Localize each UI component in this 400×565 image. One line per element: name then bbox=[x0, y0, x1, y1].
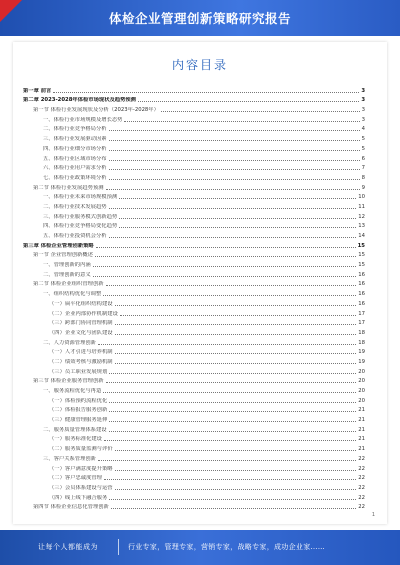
toc-entry-title: 四、体检行业竞争格局变化趋势 bbox=[43, 223, 118, 230]
header-banner bbox=[0, 0, 400, 36]
toc-leader-dots bbox=[53, 91, 359, 93]
toc-entry-title: 第一节 体检行业发展现状及分析（2023年-2028年） bbox=[33, 107, 159, 114]
toc-entry-page: 20 bbox=[358, 388, 365, 394]
toc-entry-page: 3 bbox=[361, 87, 365, 94]
toc-entry[interactable] bbox=[23, 191, 365, 201]
toc-entry-title: 一、体检行业未来市场规模预测 bbox=[43, 194, 118, 201]
toc-entry[interactable] bbox=[23, 132, 365, 142]
toc-entry-page: 16 bbox=[358, 281, 365, 288]
report-title: 体检企业管理创新策略研究报告 bbox=[108, 11, 291, 26]
toc-entry[interactable] bbox=[23, 326, 365, 336]
toc-entry-title: （四）线上线下融合服务 bbox=[49, 494, 108, 501]
toc-entry[interactable] bbox=[23, 442, 365, 452]
toc-entry-title: 二、人力资源管理创新 bbox=[43, 339, 96, 346]
toc-leader-dots bbox=[115, 304, 357, 306]
toc-entry-title: （四）企业文化与团队建设 bbox=[49, 329, 113, 336]
toc-entry[interactable] bbox=[23, 355, 365, 365]
toc-entry[interactable] bbox=[23, 249, 365, 259]
toc-entry-page: 6 bbox=[361, 155, 365, 162]
toc-entry-title: （一）体检预约流程优化 bbox=[49, 397, 108, 404]
toc-leader-dots bbox=[138, 100, 359, 102]
toc-entry-title: 七、体检行业政策环境分析 bbox=[43, 174, 107, 181]
toc-entry[interactable] bbox=[23, 84, 365, 94]
toc-entry-title: 二、服务质量管理体系建设 bbox=[43, 426, 107, 433]
toc-entry-title: 第三章 体检企业管理创新策略 bbox=[23, 242, 94, 249]
toc-leader-dots bbox=[119, 197, 356, 199]
toc-entry-page: 22 bbox=[358, 465, 365, 472]
toc-entry[interactable] bbox=[23, 258, 365, 268]
document-page[interactable] bbox=[13, 42, 387, 524]
page-number: 1 bbox=[371, 512, 375, 518]
toc-entry[interactable] bbox=[23, 297, 365, 307]
toc-entry[interactable] bbox=[23, 346, 365, 356]
toc-entry[interactable] bbox=[23, 481, 365, 491]
toc-leader-dots bbox=[104, 439, 356, 441]
toc-entry-title: 二、体检行业竞争格局分析 bbox=[43, 126, 107, 133]
toc-leader-dots bbox=[96, 246, 356, 248]
toc-leader-dots bbox=[104, 478, 356, 480]
toc-entry-title: 一、体检行业市场规模及增长态势 bbox=[43, 116, 123, 123]
toc-entry-page: 16 bbox=[358, 300, 365, 307]
toc-entry[interactable] bbox=[23, 181, 365, 191]
toc-leader-dots bbox=[109, 372, 356, 374]
toc-leader-dots bbox=[115, 469, 357, 471]
toc-entry-title: （三）跨部门协同管理机制 bbox=[49, 320, 113, 327]
toc-entry-page: 9 bbox=[361, 184, 365, 191]
toc-leader-dots bbox=[109, 420, 356, 422]
toc-entry-page: 21 bbox=[358, 436, 365, 443]
toc-entry[interactable] bbox=[23, 278, 365, 288]
toc-entry[interactable] bbox=[23, 423, 365, 433]
toc-entry-page: 18 bbox=[358, 339, 365, 346]
footer-tagline: 行业专家，管理专家，营销专家，战略专家，成功企业家…… bbox=[128, 543, 326, 551]
toc-entry-title: （三）会员体系建设与运营 bbox=[49, 484, 113, 491]
toc-entry-title: 第二节 体检企业组织管理创新 bbox=[33, 281, 104, 288]
toc-entry[interactable] bbox=[23, 365, 365, 375]
toc-entry-title: （二）服务质量监测与评价 bbox=[49, 446, 113, 453]
toc-entry[interactable] bbox=[23, 229, 365, 239]
toc-entry[interactable] bbox=[23, 452, 365, 462]
toc-entry-page: 4 bbox=[361, 126, 365, 133]
toc-entry-title: （二）企业内部协作机制建设 bbox=[49, 310, 118, 317]
toc-entry[interactable] bbox=[23, 239, 365, 249]
toc-leader-dots bbox=[103, 294, 356, 296]
toc-entry-title: 五、体检行业区域市场分布 bbox=[43, 155, 107, 162]
toc-entry[interactable] bbox=[23, 287, 365, 297]
toc-leader-dots bbox=[93, 275, 357, 277]
toc-entry-page: 21 bbox=[358, 417, 365, 424]
toc-entry-title: 五、体检行业投资机会分析 bbox=[43, 233, 107, 239]
toc-entry[interactable] bbox=[23, 200, 365, 210]
toc-entry-page: 15 bbox=[358, 262, 365, 269]
footer-divider bbox=[118, 539, 119, 555]
toc-entry[interactable] bbox=[23, 162, 365, 172]
toc-entry[interactable] bbox=[23, 375, 365, 385]
toc-leader-dots bbox=[109, 168, 360, 170]
toc-entry-title: 一、组织结构优化与调整 bbox=[43, 291, 102, 298]
toc-entry-page: 22 bbox=[358, 475, 365, 482]
toc-entry[interactable] bbox=[23, 472, 365, 482]
toc-entry-page: 20 bbox=[358, 397, 365, 404]
toc-entry[interactable] bbox=[23, 268, 365, 278]
toc-entry[interactable] bbox=[23, 384, 365, 394]
toc-entry-page: 5 bbox=[361, 136, 365, 143]
toc-leader-dots bbox=[111, 507, 356, 509]
toc-leader-dots bbox=[93, 265, 357, 267]
toc-entry[interactable] bbox=[23, 501, 365, 511]
toc-entry[interactable] bbox=[23, 123, 365, 133]
toc-entry-page: 8 bbox=[361, 174, 365, 181]
toc-entry-title: （二）体检报告服务创新 bbox=[49, 407, 108, 414]
toc-entry-page: 15 bbox=[357, 242, 365, 249]
toc-entry-title: （三）健康管理服务延伸 bbox=[49, 417, 108, 424]
toc-leader-dots bbox=[109, 159, 360, 161]
toc-leader-dots bbox=[98, 459, 356, 461]
toc-entry[interactable] bbox=[23, 404, 365, 414]
toc-leader-dots bbox=[106, 381, 357, 383]
toc-leader-dots bbox=[115, 362, 357, 364]
toc-leader-dots bbox=[124, 120, 359, 122]
toc-entry[interactable] bbox=[23, 152, 365, 162]
toc-leader-dots bbox=[106, 188, 360, 190]
toc-entry[interactable] bbox=[23, 394, 365, 404]
toc-entry-title: 六、体检行业用户需求分析 bbox=[43, 165, 107, 172]
toc-entry-title: 三、体检行业服务模式创新趋势 bbox=[43, 213, 118, 220]
toc-entry-page: 11 bbox=[358, 203, 365, 210]
toc-heading: 内容目录 bbox=[171, 58, 228, 72]
toc-leader-dots bbox=[103, 391, 356, 393]
toc-entry-page: 22 bbox=[358, 494, 365, 501]
toc-entry-title: 四、体检行业细分市场分析 bbox=[43, 145, 107, 152]
toc-entry-title: （一）人才引进与培养机制 bbox=[49, 349, 113, 356]
toc-entry[interactable] bbox=[23, 94, 365, 104]
toc-entry-title: 第一章 前言 bbox=[23, 87, 52, 94]
toc-entry-title: （二）客户忠诚度管理 bbox=[49, 475, 102, 482]
toc-entry-title: 第三节 体检企业服务管理创新 bbox=[33, 378, 104, 385]
toc-entry-page: 3 bbox=[361, 107, 365, 114]
toc-entry-title: 第四节 体检企业信息化管理创新 bbox=[33, 504, 109, 511]
toc-entry-page: 17 bbox=[358, 320, 365, 327]
toc-leader-dots bbox=[109, 410, 356, 412]
toc-leader-dots bbox=[109, 178, 360, 180]
toc-entry-title: （一）服务标准化建设 bbox=[49, 436, 102, 443]
toc-entry-page: 7 bbox=[361, 165, 365, 172]
toc-entry-page: 19 bbox=[358, 349, 365, 356]
toc-entry-page: 22 bbox=[358, 504, 365, 511]
toc-entry-page: 19 bbox=[358, 358, 365, 365]
toc-entry-page: 5 bbox=[361, 145, 365, 152]
toc-entry-title: 三、体检行业发展驱动因素 bbox=[43, 136, 107, 143]
toc-leader-dots bbox=[109, 129, 360, 131]
toc-entry-title: 二、体检行业技术发展趋势 bbox=[43, 203, 107, 210]
toc-leader-dots bbox=[106, 284, 357, 286]
toc-leader-dots bbox=[119, 226, 356, 228]
toc-leader-dots bbox=[115, 333, 357, 335]
toc-entry-title: 第二节 体检行业发展趋势预测 bbox=[33, 184, 104, 191]
toc-entry-title: （三）员工职业发展规划 bbox=[49, 368, 108, 375]
footer-banner bbox=[0, 530, 400, 565]
toc-entry-page: 22 bbox=[358, 455, 365, 462]
toc-entry[interactable] bbox=[23, 113, 365, 123]
toc-entry-title: （一）客户满意度提升策略 bbox=[49, 465, 113, 472]
toc-entry-title: 第一节 企业管理创新概述 bbox=[33, 252, 93, 259]
toc-entry-title: 一、服务流程优化与再造 bbox=[43, 388, 102, 394]
toc-entry-page: 21 bbox=[358, 426, 365, 433]
toc-leader-dots bbox=[109, 401, 356, 403]
toc-entry-title: 第二章 2023-2028年体检市场现状及趋势预测 bbox=[23, 97, 136, 104]
toc-entry-page: 3 bbox=[361, 97, 365, 104]
toc-entry[interactable] bbox=[23, 142, 365, 152]
toc-entry-page: 3 bbox=[361, 116, 365, 123]
toc-entry-page: 20 bbox=[358, 368, 365, 375]
toc-entry[interactable] bbox=[23, 103, 365, 113]
toc-entry-title: （一）扁平化组织结构建设 bbox=[49, 300, 113, 307]
toc-leader-dots bbox=[109, 236, 357, 238]
toc-entry-page: 21 bbox=[358, 407, 365, 414]
toc-leader-dots bbox=[161, 110, 360, 112]
toc-entry[interactable] bbox=[23, 491, 365, 501]
toc-leader-dots bbox=[109, 139, 360, 141]
toc-entry-page: 16 bbox=[358, 271, 365, 278]
toc-entry[interactable] bbox=[23, 317, 365, 327]
toc-entry-page: 10 bbox=[358, 194, 365, 201]
toc-entry-title: 二、管理创新的意义 bbox=[43, 271, 91, 278]
toc-leader-dots bbox=[115, 488, 357, 490]
toc-entry-page: 15 bbox=[358, 252, 365, 259]
toc-entry[interactable] bbox=[23, 220, 365, 230]
toc-leader-dots bbox=[109, 149, 360, 151]
toc-leader-dots bbox=[115, 323, 357, 325]
toc-entry[interactable] bbox=[23, 171, 365, 181]
toc-entry-page: 20 bbox=[358, 378, 365, 385]
toc-leader-dots bbox=[119, 217, 356, 219]
toc-leader-dots bbox=[98, 343, 356, 345]
toc-entry-title: 三、客户关系管理创新 bbox=[43, 455, 96, 462]
toc-leader-dots bbox=[95, 255, 356, 257]
toc-leader-dots bbox=[109, 430, 357, 432]
toc-entry[interactable] bbox=[23, 462, 365, 472]
footer-slogan: 让每个人都能成为 bbox=[38, 543, 98, 551]
toc-leader-dots bbox=[120, 314, 356, 316]
toc-leader-dots bbox=[115, 352, 357, 354]
toc-entry[interactable] bbox=[23, 433, 365, 443]
toc-list bbox=[23, 84, 365, 510]
toc-entry[interactable] bbox=[23, 210, 365, 220]
toc-leader-dots bbox=[109, 207, 357, 209]
toc-entry-page: 13 bbox=[358, 223, 365, 230]
toc-entry-title: （二）绩效考核与激励机制 bbox=[49, 358, 113, 365]
toc-entry-page: 14 bbox=[358, 233, 365, 239]
toc-entry-page: 17 bbox=[358, 310, 365, 317]
toc-leader-dots bbox=[115, 449, 357, 451]
toc-entry-page: 16 bbox=[358, 291, 365, 298]
toc-entry-page: 22 bbox=[358, 484, 365, 491]
toc-entry[interactable] bbox=[23, 413, 365, 423]
toc-entry-page: 21 bbox=[358, 446, 365, 453]
toc-leader-dots bbox=[109, 498, 356, 500]
toc-entry[interactable] bbox=[23, 336, 365, 346]
toc-entry[interactable] bbox=[23, 307, 365, 317]
toc-entry-title: 一、管理创新的内涵 bbox=[43, 262, 91, 269]
toc-entry-page: 12 bbox=[358, 213, 365, 220]
toc-entry-page: 18 bbox=[358, 329, 365, 336]
